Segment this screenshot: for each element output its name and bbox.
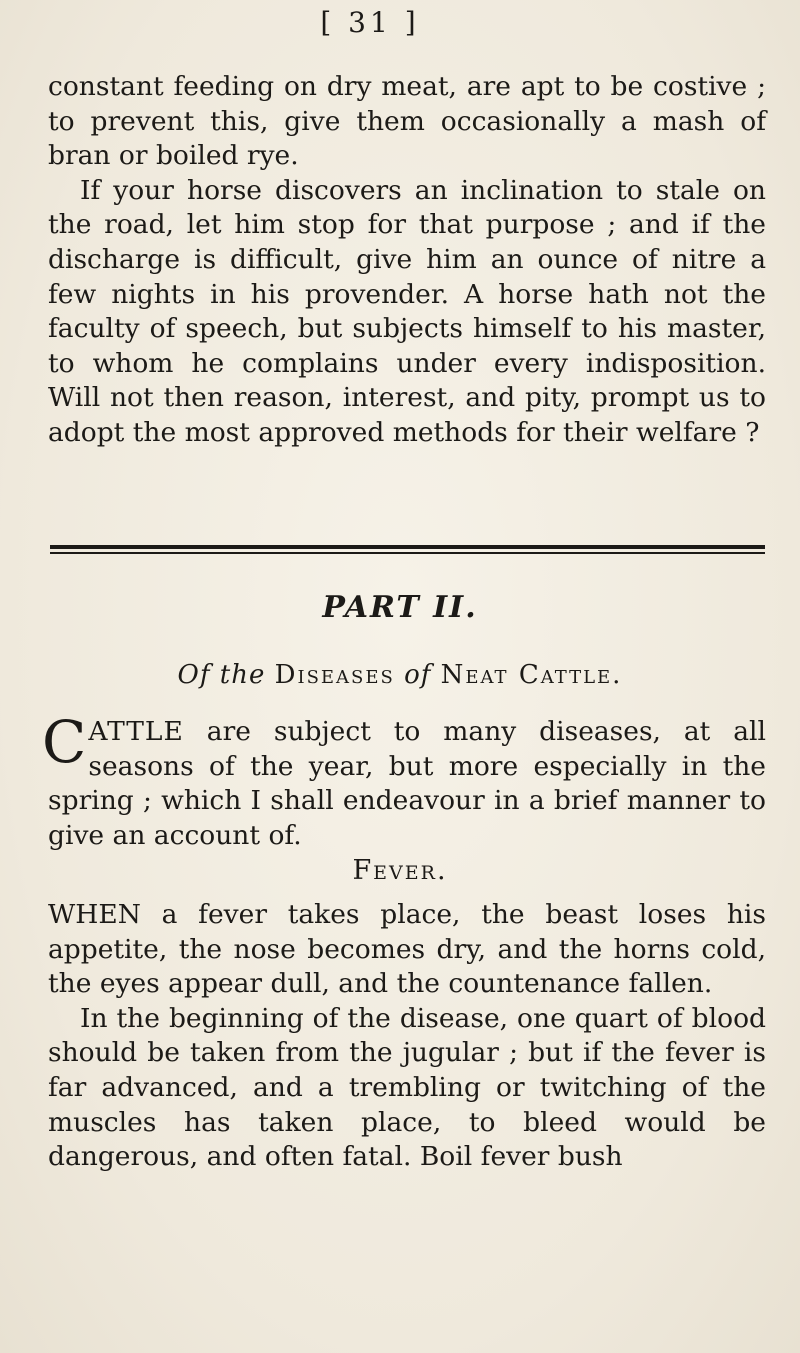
fever-text-block (48, 898, 766, 1175)
drop-cap: C (42, 708, 87, 776)
paragraph-cattle (42, 708, 766, 853)
section-rule-thin (50, 552, 765, 554)
paragraph-cattle-body: are subject to many diseases, at all seasons of the year, but more especially in the spring ; which I shall endeavour in a brief manner to give an account of. (48, 716, 766, 851)
paragraph-horse-stale: If your horse discovers an inclination to stale on the road, let him stop for that purpose ; and if the discharge is difficult, give him an ounce of nitre a few nights in his provender. A horse hath not the faculty of speech, but subjects himself to his master, to whom he complains under every indisposition. Will not then reason, interest, and pity, prompt us to adopt the most approved methods for their welfare ? (48, 174, 766, 448)
subheading-of: of (404, 660, 432, 690)
page-number: [ 31 ] (320, 6, 420, 39)
opening-caps: ATTLE (88, 716, 184, 747)
paragraph-costive: constant feeding on dry meat, are apt to be costive ; to prevent this, give them occasionally a mash of bran or boiled rye. (48, 71, 766, 172)
section-heading-fever: Fever. (352, 855, 448, 886)
subheading-neat-cattle: Neat Cattle. (440, 660, 623, 690)
paragraph-fever-treatment: In the beginning of the disease, one quart of blood should be taken from the jugular ; but if the fever is far advanced, and a trembling or twitching of the muscles has taken place, to bleed would be dangerous, and often fatal. Boil fever bush (48, 1002, 766, 1173)
part-heading: PART II. (322, 590, 478, 625)
cattle-text-block (42, 708, 766, 853)
paragraph-fever-symptoms: WHEN a fever takes place, the beast loses his appetite, the nose becomes dry, and the horns cold, the eyes appear dull, and the countenance fallen. (48, 899, 766, 1000)
section-rule-thick (50, 545, 765, 549)
subheading-prefix: Of the (177, 660, 266, 690)
part-subheading (0, 660, 800, 690)
top-text-block (48, 70, 766, 451)
subheading-diseases: Diseases (274, 660, 395, 690)
